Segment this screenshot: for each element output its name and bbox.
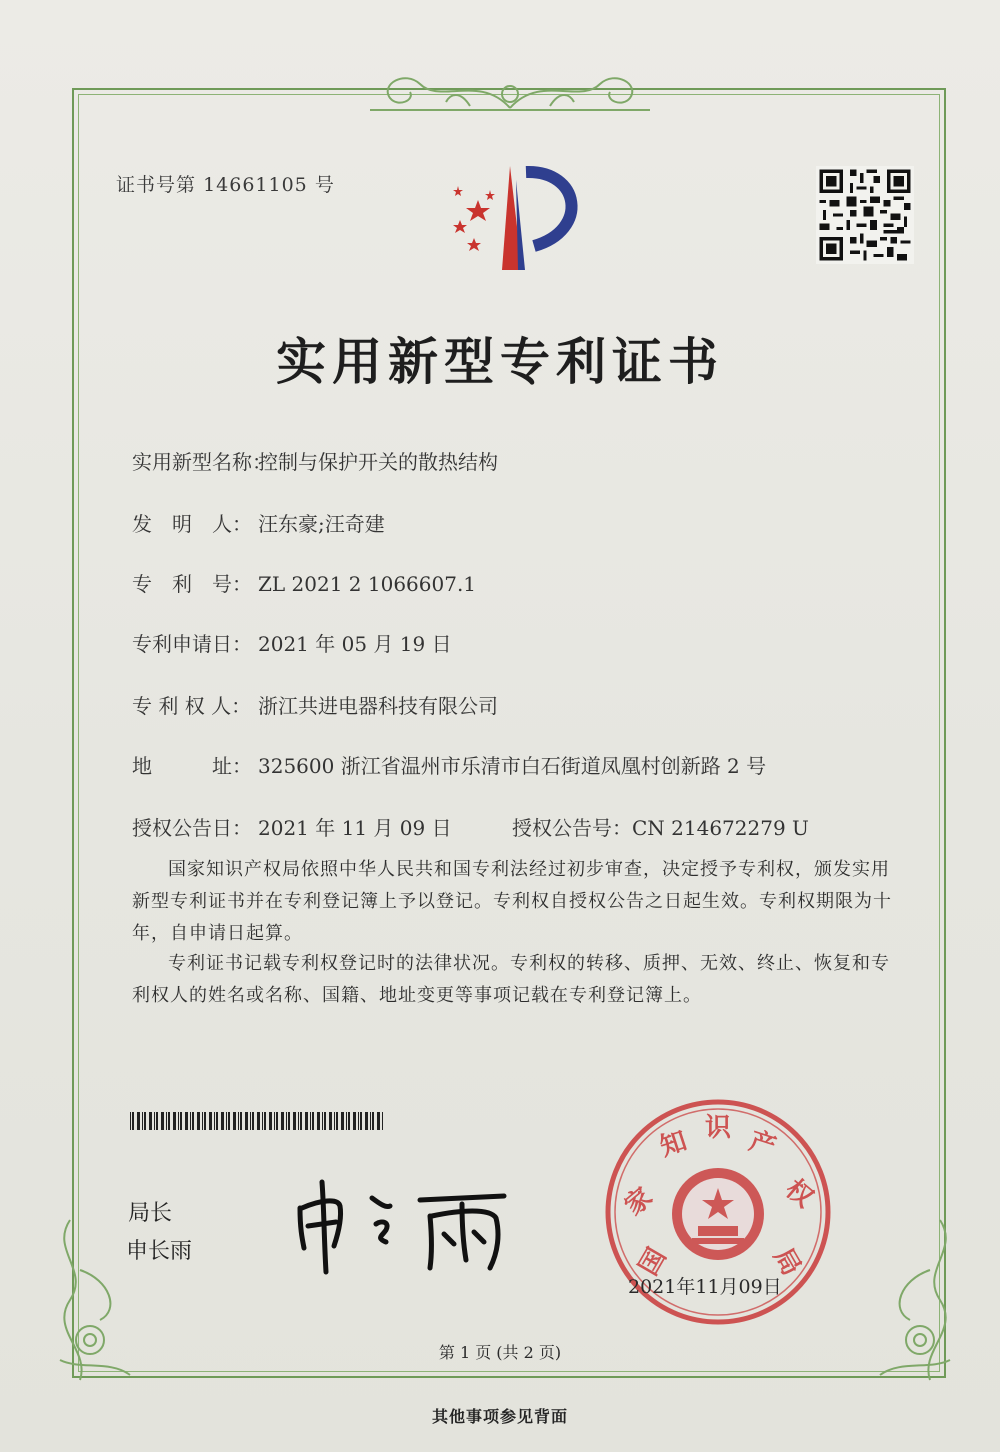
- bottom-right-ornament-icon: [860, 1210, 970, 1390]
- certificate-number-label: 证书号第: [116, 174, 197, 196]
- qr-code-icon: [816, 166, 914, 264]
- certificate-number-value: 14661105: [203, 174, 308, 196]
- field-label: 授权公告日：: [132, 816, 252, 840]
- director-name: 申长雨: [126, 1239, 193, 1264]
- field-utility-model-name: [132, 446, 498, 475]
- svg-text:权: 权: [779, 1174, 819, 1214]
- field-announcement-number: [512, 812, 809, 841]
- director-title: 局长: [128, 1201, 173, 1226]
- barcode-icon: [130, 1112, 386, 1130]
- svg-text:知: 知: [656, 1126, 691, 1163]
- svg-text:局: 局: [767, 1243, 807, 1281]
- field-value: 汪东豪;汪奇建: [258, 512, 385, 536]
- svg-text:家: 家: [619, 1182, 659, 1222]
- svg-text:国: 国: [633, 1243, 673, 1281]
- field-value: CN 214672279 U: [632, 816, 809, 840]
- certificate-number-suffix: 号: [314, 174, 335, 196]
- field-label: 专 利 号：: [132, 572, 252, 596]
- field-announcement-date: [132, 812, 452, 841]
- field-value: 控制与保护开关的散热结构: [258, 450, 498, 474]
- field-label: 专 利 权 人：: [132, 694, 252, 718]
- field-value: 2021 年 11 月 09 日: [258, 816, 452, 840]
- field-label: 授权公告号：: [512, 816, 632, 840]
- field-address: [132, 750, 766, 779]
- field-inventor: [132, 508, 385, 537]
- field-value: 浙江共进电器科技有限公司: [258, 694, 498, 718]
- field-label: 专利申请日：: [132, 632, 252, 656]
- field-label: 实用新型名称：: [132, 450, 272, 474]
- body-paragraph-1: 国家知识产权局依照中华人民共和国专利法经过初步审查，决定授予专利权，颁发实用新型专利证书并在专利登记簿上予以登记。专利权自授权公告之日起生效。专利权期限为十年，自申请日起算。: [132, 859, 892, 944]
- field-patent-number: [132, 568, 476, 597]
- seal-date: 2021年11月09日: [628, 1276, 782, 1298]
- body-paragraph-2: 专利证书记载专利权登记时的法律状况。专利权的转移、质押、无效、终止、恢复和专利权人的姓名或名称、国籍、地址变更等事项记载在专利登记簿上。: [132, 953, 890, 1006]
- field-label: 发 明 人：: [132, 512, 252, 536]
- page-number: 第 1 页 (共 2 页): [438, 1343, 562, 1362]
- field-label: 地 址：: [132, 754, 252, 778]
- field-value: 325600 浙江省温州市乐清市白石街道凤凰村创新路 2 号: [258, 754, 767, 778]
- top-ornament-icon: [360, 64, 660, 116]
- svg-text:产: 产: [745, 1126, 780, 1163]
- field-filing-date: [132, 628, 452, 657]
- back-side-note: 其他事项参见背面: [431, 1407, 568, 1426]
- patent-office-logo-icon: [430, 160, 600, 280]
- svg-text:识: 识: [704, 1113, 732, 1143]
- handwritten-signature-icon: [290, 1168, 520, 1278]
- field-value: ZL 2021 2 1066607.1: [258, 572, 477, 596]
- certificate-number: [116, 170, 335, 197]
- certificate-title: 实用新型专利证书: [276, 332, 724, 391]
- field-value: 2021 年 05 月 19 日: [258, 632, 452, 656]
- field-patentee: [132, 690, 498, 719]
